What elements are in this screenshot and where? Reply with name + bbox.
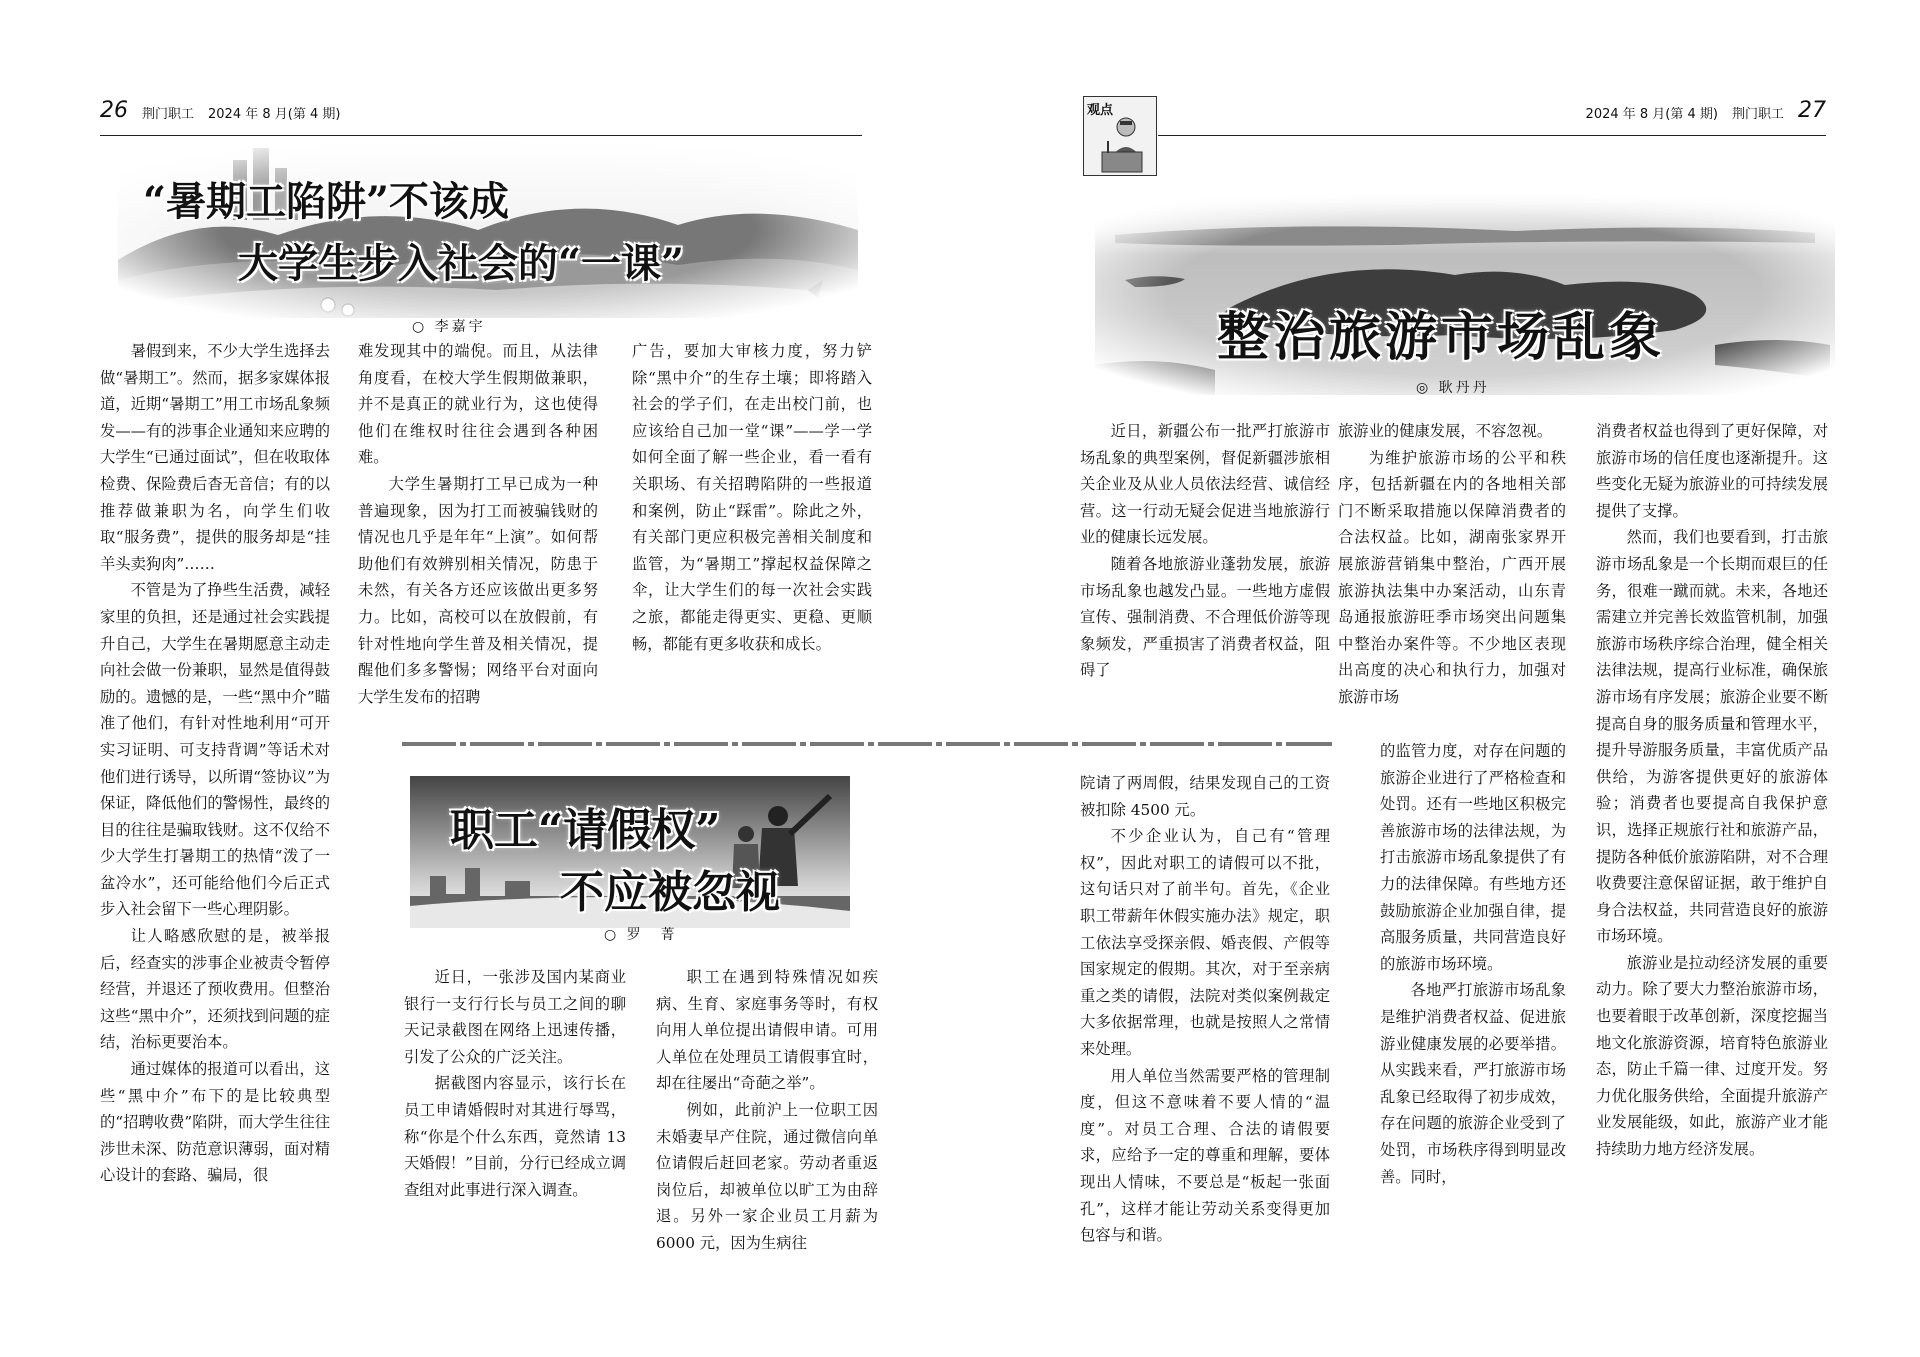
article1-title-line1: “暑期工陷阱”不该成 [143, 178, 510, 225]
article2-column3 [1080, 770, 1330, 1249]
paragraph: 难发现其中的端倪。而且，从法律角度看，在校大学生假期做兼职，并不是真正的就业行为，这也使得他们在维权时往往会遇到各种困难。 [358, 342, 598, 467]
paragraph: 近日，一张涉及国内某商业银行一支行行长与员工之间的聊天记录截图在网络上迅速传播，引发了公众的广泛关注。 [404, 968, 626, 1066]
section-label: 观点 [1087, 103, 1114, 118]
article1-title-line2: 大学生步入社会的“一课” [238, 240, 685, 287]
paragraph: 职工在遇到特殊情况如疾病、生育、家庭事务等时，有权向用人单位提出请假申请。可用人单位在处理员工请假事宜时，却在往屡出“奇葩之举”。 [656, 968, 878, 1093]
article3-title: 整治旅游市场乱象 [1217, 307, 1666, 368]
paragraph: 广告，要加大审核力度，努力铲除“黑中介”的生存土壤；即将踏入社会的学子们，在走出校门前，也应该给自己加一堂“课”——学一学如何全面了解一些企业，看一看有关职场、有关招聘陷阱的一些报道和案例，防止“踩雷”。除此之外，有关部门更应积极完善相关制度和监管，为“暑期工”撑起权益保障之伞，让大学生们的每一次社会实践之旅，都能走得更实、更稳、更顺畅，都能有更多收获和成长。 [632, 342, 872, 653]
header-rule-right [1158, 135, 1826, 136]
paragraph: 院请了两周假，结果发现自己的工资被扣除 4500 元。 [1080, 774, 1330, 819]
landscape-illustration [118, 140, 858, 318]
article3-column3 [1596, 418, 1828, 1163]
paragraph: 用人单位当然需要严格的管理制度，但这不意味着不要人情的“温度”。对员工合理、合法的请假要求，应给予一定的尊重和理解，要体现出人情味，不要总是“板起一张面孔”，这样才能让劳动关系变得更加包容与和谐。 [1080, 1066, 1330, 1245]
viewpoint-logo [1083, 96, 1157, 176]
paragraph: 近日，新疆公布一批严打旅游市场乱象的典型案例，督促新疆涉旅相关企业及从业人员依法经营、诚信经营。这一行动无疑会促进当地旅游行业的健康长远发展。 [1080, 422, 1330, 547]
paragraph: 随着各地旅游业蓬勃发展，旅游市场乱象也越发凸显。一些地方虚假宣传、强制消费、不合理低价游等现象频发，严重损害了消费者权益，阻碍了 [1080, 554, 1330, 680]
article3-column1 [1080, 418, 1330, 684]
article2-title-line2: 不应被忽视 [560, 867, 780, 918]
paragraph: 旅游业的健康发展，不容忽视。 [1338, 422, 1553, 440]
paragraph: 消费者权益也得到了更好保障，对旅游市场的信任度也逐渐提升。这些变化无疑为旅游业的可持续发展提供了支撑。 [1596, 422, 1828, 520]
article1-column3 [632, 338, 872, 657]
paragraph: 然而，我们也要看到，打击旅游市场乱象是一个长期而艰巨的任务，很难一蹴而就。未来，各地还需建立并完善长效监管机制，加强旅游市场秩序综合治理，健全相关法律法规，提高行业标准，确保旅游市场有序发展；旅游企业要不断提高自身的服务质量和管理水平，提升导游服务质量，丰富优质产品供给，为游客提供更好的旅游体验；消费者也要提高自我保护意识，选择正规旅行社和旅游产品，提防各种低价旅游陷阱，对不合理收费要注意保留证据，敢于维护自身合法权益，共同营造良好的旅游市场环境。 [1596, 528, 1828, 946]
article3-author: ◎ 耿丹丹 [1416, 380, 1490, 396]
page-number: 27 [1798, 98, 1826, 123]
issue-date: 2024 年 8 月(第 4 期) [1585, 107, 1718, 122]
paragraph: 不少企业认为，自己有“管理权”，因此对职工的请假可以不批，这句话只对了前半句。首先，《企业职工带薪年休假实施办法》规定，职工依法享受探亲假、婚丧假、产假等国家规定的假期。其次，对于至亲病重之类的请假，法院对类似案例裁定大多依据常理，也就是按照人之常情来处理。 [1080, 827, 1330, 1058]
left-page-header [100, 98, 340, 122]
article2-column2 [656, 964, 878, 1257]
article2-title-line1: 职工“请假权” [450, 805, 721, 856]
header-rule [100, 135, 862, 136]
paragraph: 让人略感欣慰的是，被举报后，经查实的涉事企业被责令暂停经营，并退还了预收费用。但整治这些“黑中介”，还须找到问题的症结，治标更要治本。 [100, 927, 330, 1052]
article3-banner [1095, 195, 1835, 395]
paragraph: 通过媒体的报道可以看出，这些“黑中介”布下的是比较典型的“招聘收费”陷阱，而大学生往往涉世未深、防范意识薄弱，面对精心设计的套路、骗局，很 [100, 1060, 330, 1185]
paragraph: 各地严打旅游市场乱象是维护消费者权益、促进旅游业健康发展的必要举措。从实践来看，严打旅游市场乱象已经取得了初步成效，存在问题的旅游企业受到了处罚，市场秩序得到明显改善。同时， [1380, 981, 1566, 1186]
publication-name: 荆门职工 [1731, 107, 1784, 122]
speaker-icon [1084, 97, 1156, 175]
article2-column1 [404, 964, 626, 1203]
paragraph: 为维护旅游市场的公平和秩序，包括新疆在内的各地相关部门不断采取措施以保障消费者的合法权益。比如，湖南张家界开展旅游营销集中整治，广西开展旅游执法集中办案活动，山东青岛通报旅游旺季市场突出问题集中整治办案件等。不少地区表现出高度的决心和执行力，加强对旅游市场 [1338, 448, 1566, 706]
article1-author: ○ 李嘉宇 [412, 319, 486, 335]
right-page-header [1560, 98, 1826, 122]
issue-date: 2024 年 8 月(第 4 期) [208, 107, 341, 122]
paragraph: 大学生暑期打工早已成为一种普遍现象，因为打工而被骗钱财的情况也几乎是年年“上演”。如何帮助他们有效辨别相关情况，防患于未然，有关各方还应该做出更多努力。比如，高校可以在放假前，有针对性地向学生普及相关情况，提醒他们多多警惕；网络平台对面向大学生发布的招聘 [358, 474, 598, 706]
paragraph: 不管是为了挣些生活费，减轻家里的负担，还是通过社会实践提升自己，大学生在暑期愿意主动走向社会做一份兼职，显然是值得鼓励的。遗憾的是，一些“黑中介”瞄准了他们，有针对性地利用“可开实习证明、可支持背调”等话术对他们进行诱导，以所谓“签协议”为保证，降低他们的警惕性，最终的目的往往是骗取钱财。这不仅给不少大学生打暑期工的热情“泼了一盆冷水”，还可能给他们今后正式步入社会留下一些心理阴影。 [100, 581, 330, 919]
article2-author: ○ 罗 菁 [604, 927, 678, 943]
article2-banner [410, 776, 850, 928]
paragraph: 例如，此前沪上一位职工因未婚妻早产住院，通过微信向单位请假后赶回老家。劳动者重返岗位后，却被单位以旷工为由辞退。另外一家企业员工月薪为 6000 元，因为生病往 [656, 1100, 878, 1252]
article1-banner [118, 140, 858, 318]
article3-column2a [1338, 418, 1566, 711]
page-number: 26 [100, 98, 128, 123]
article3-column2b [1380, 738, 1566, 1190]
publication-name: 荆门职工 [142, 107, 195, 122]
article1-column1 [100, 338, 330, 1189]
paragraph: 旅游业是拉动经济发展的重要动力。除了要大力整治旅游市场，也要着眼于改革创新，深度挖掘当地文化旅游资源，培育特色旅游业态，防止千篇一律、过度开发。努力优化服务供给，全面提升旅游产业发展能级，如此，旅游产业才能持续助力地方经济发展。 [1596, 953, 1828, 1159]
paragraph: 据截图内容显示，该行长在员工申请婚假时对其进行辱骂，称“你是个什么东西，竟然请 13 天婚假！”目前，分行已经成立调查组对此事进行深入调查。 [404, 1074, 626, 1199]
section-divider [402, 742, 1332, 746]
paragraph: 的监管力度，对存在问题的旅游企业进行了严格检查和处罚。还有一些地区积极完善旅游市场的法律法规，为打击旅游市场乱象提供了有力的法律保障。有些地方还鼓励旅游企业加强自律，提高服务质量，共同营造良好的旅游市场环境。 [1380, 742, 1566, 973]
article1-column2 [358, 338, 598, 710]
paragraph: 暑假到来，不少大学生选择去做“暑期工”。然而，据多家媒体报道，近期“暑期工”用工市场乱象频发——有的涉事企业通知来应聘的大学生“已通过面试”，但在收取体检费、保险费后杳无音信；有的以推荐做兼职为名，向学生们收取“服务费”，提供的服务却是“挂羊头卖狗肉”…… [100, 342, 330, 573]
